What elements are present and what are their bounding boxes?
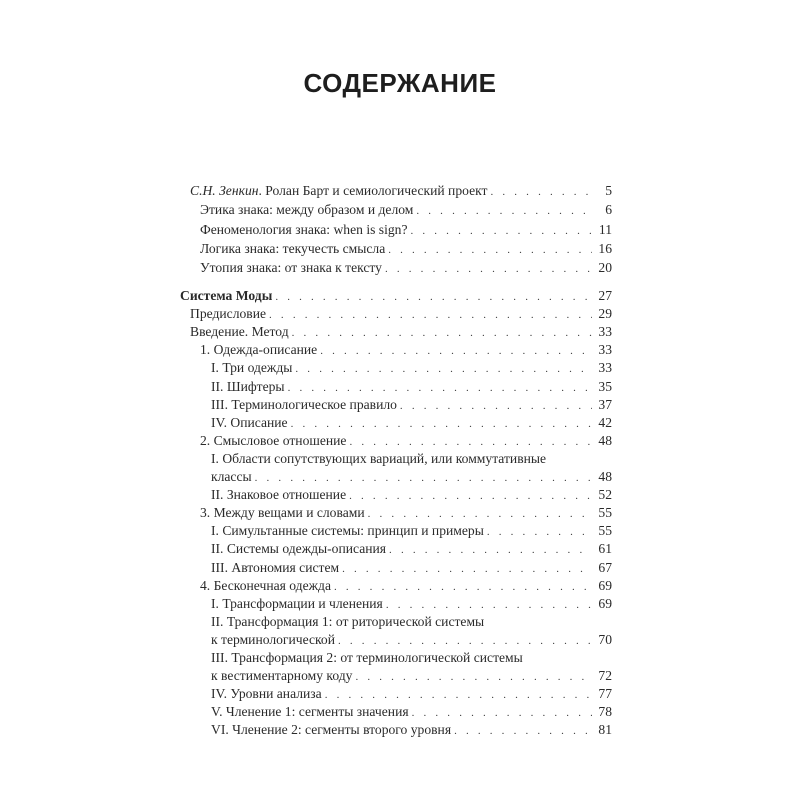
entry-title: IV. Уровни анализа [211,686,322,702]
toc-entry[interactable] [211,397,612,413]
dot-leader [295,363,592,375]
dot-leader [412,707,592,719]
page-number: 72 [598,668,612,684]
dot-leader [410,225,592,237]
page-number: 48 [598,432,612,448]
toc-entry[interactable] [211,560,612,576]
entry-title: I. Области сопутствующих вариаций, или коммутативные [211,450,547,466]
toc-entry[interactable] [211,360,612,376]
entry-title: Логика знака: текучесть смысла [200,240,386,256]
entry-title: II. Трансформация 1: от риторической системы [211,613,485,629]
toc-entry[interactable] [200,202,612,218]
toc-entry[interactable] [211,596,612,612]
toc-entry[interactable] [190,324,612,340]
entry-title: 2. Смысловое отношение [200,432,347,448]
page-number: 78 [598,704,612,720]
page-number: 55 [598,523,612,539]
dot-leader [269,309,592,321]
toc-entry[interactable] [200,222,612,238]
page-number: 11 [598,221,612,237]
entry-title: 4. Бесконечная одежда [200,577,331,593]
page-number: 52 [598,487,612,503]
toc-entry[interactable] [211,704,612,720]
dot-leader [349,436,592,448]
entry-title: 1. Одежда-описание [200,342,318,358]
dot-leader [292,327,592,339]
entry-title-text: . Ролан Барт и семиологический проект [258,183,488,198]
entry-title: 3. Между вещами и словами [200,505,365,521]
toc-entry[interactable] [211,632,612,648]
toc-entry[interactable] [190,183,612,199]
page-number: 42 [598,414,612,430]
dot-leader [288,382,592,394]
page-number: 20 [598,260,612,275]
toc-entry[interactable] [200,433,612,449]
toc-entry[interactable] [200,505,612,521]
entry-title: I. Симультанные системы: принцип и примеры [211,523,484,539]
page-number: 16 [598,240,612,256]
toc-entry[interactable] [211,686,612,702]
toc-entry[interactable] [211,722,612,738]
page-number: 81 [598,722,612,738]
page-number: 61 [598,541,612,557]
entry-title: III. Терминологическое правило [211,396,397,412]
dot-leader [368,508,592,520]
entry-title: Система Моды [180,288,273,303]
dot-leader [400,400,592,412]
page-title: СОДЕРЖАНИЕ [303,68,497,98]
entry-title: II. Системы одежды-описания [211,541,387,557]
dot-leader [334,581,592,593]
page-number: 67 [598,559,612,575]
page-number: 70 [598,631,612,647]
entry-title: Феноменология знака: when is sign? [200,221,408,237]
entry-title: II. Шифтеры [211,378,285,394]
toc-entry[interactable] [211,487,612,503]
page-number: 33 [598,324,612,340]
toc-entry[interactable] [211,614,612,630]
dot-leader [355,671,592,683]
toc-entry[interactable] [200,578,612,594]
page-number: 27 [598,288,612,303]
page-number: 33 [598,360,612,376]
toc-entry[interactable] [211,379,612,395]
dot-leader [487,526,592,538]
page-number: 77 [598,686,612,702]
dot-leader [416,205,592,217]
page-number: 5 [605,183,612,198]
entry-title: II. Знаковое отношение [211,487,347,503]
entry-title-continuation: к терминологической [211,631,335,647]
dot-leader [388,244,592,256]
dot-leader [291,418,592,430]
dot-leader [255,472,592,484]
dot-leader [389,544,592,556]
entry-title: I. Трансформации и членения [211,595,383,611]
entry-title: Введение. Метод [190,324,289,340]
page-number: 35 [598,378,612,394]
toc-entry[interactable] [180,288,612,304]
toc-entry[interactable] [200,260,612,276]
page-number: 29 [598,306,612,322]
toc-entry[interactable] [190,306,612,322]
dot-leader [320,345,592,357]
toc-entry[interactable] [211,469,612,485]
entry-title: I. Три одежды [211,360,293,376]
dot-leader [385,263,592,275]
page-number: 48 [598,469,612,484]
entry-title [190,183,487,199]
entry-title: III. Трансформация 2: от терминологической системы [211,650,523,665]
page-number: 37 [598,396,612,412]
dot-leader [325,689,592,701]
toc-entry[interactable] [211,415,612,431]
dot-leader [338,635,592,647]
entry-title-continuation: к вестиментарному коду [211,668,353,684]
entry-title: VI. Членение 2: сегменты второго уровня [211,722,452,738]
dot-leader [342,563,592,575]
toc-entry[interactable] [211,541,612,557]
dot-leader [454,725,592,737]
dot-leader [275,291,592,303]
page-number: 69 [598,595,612,611]
toc-entry[interactable] [200,342,612,358]
entry-title: Этика знака: между образом и делом [200,202,414,218]
dot-leader [386,599,592,611]
toc-entry[interactable] [211,668,612,684]
page-number: 55 [598,505,612,521]
entry-author: С.Н. Зенкин [190,183,259,198]
entry-title: III. Автономия систем [211,559,340,575]
toc-entry[interactable] [200,241,612,257]
dot-leader [349,490,592,502]
toc-entry[interactable] [211,523,612,539]
toc-entry[interactable] [211,650,612,666]
page-number: 69 [598,577,612,593]
page-number: 6 [605,202,612,218]
entry-title: Предисловие [190,306,267,322]
toc-entry[interactable] [211,451,612,467]
entry-title: IV. Описание [211,414,288,430]
dot-leader [490,186,592,198]
entry-title: V. Членение 1: сегменты значения [211,704,409,720]
entry-title-continuation: классы [211,469,252,484]
page-number: 33 [598,342,612,358]
entry-title: Утопия знака: от знака к тексту [200,260,382,275]
